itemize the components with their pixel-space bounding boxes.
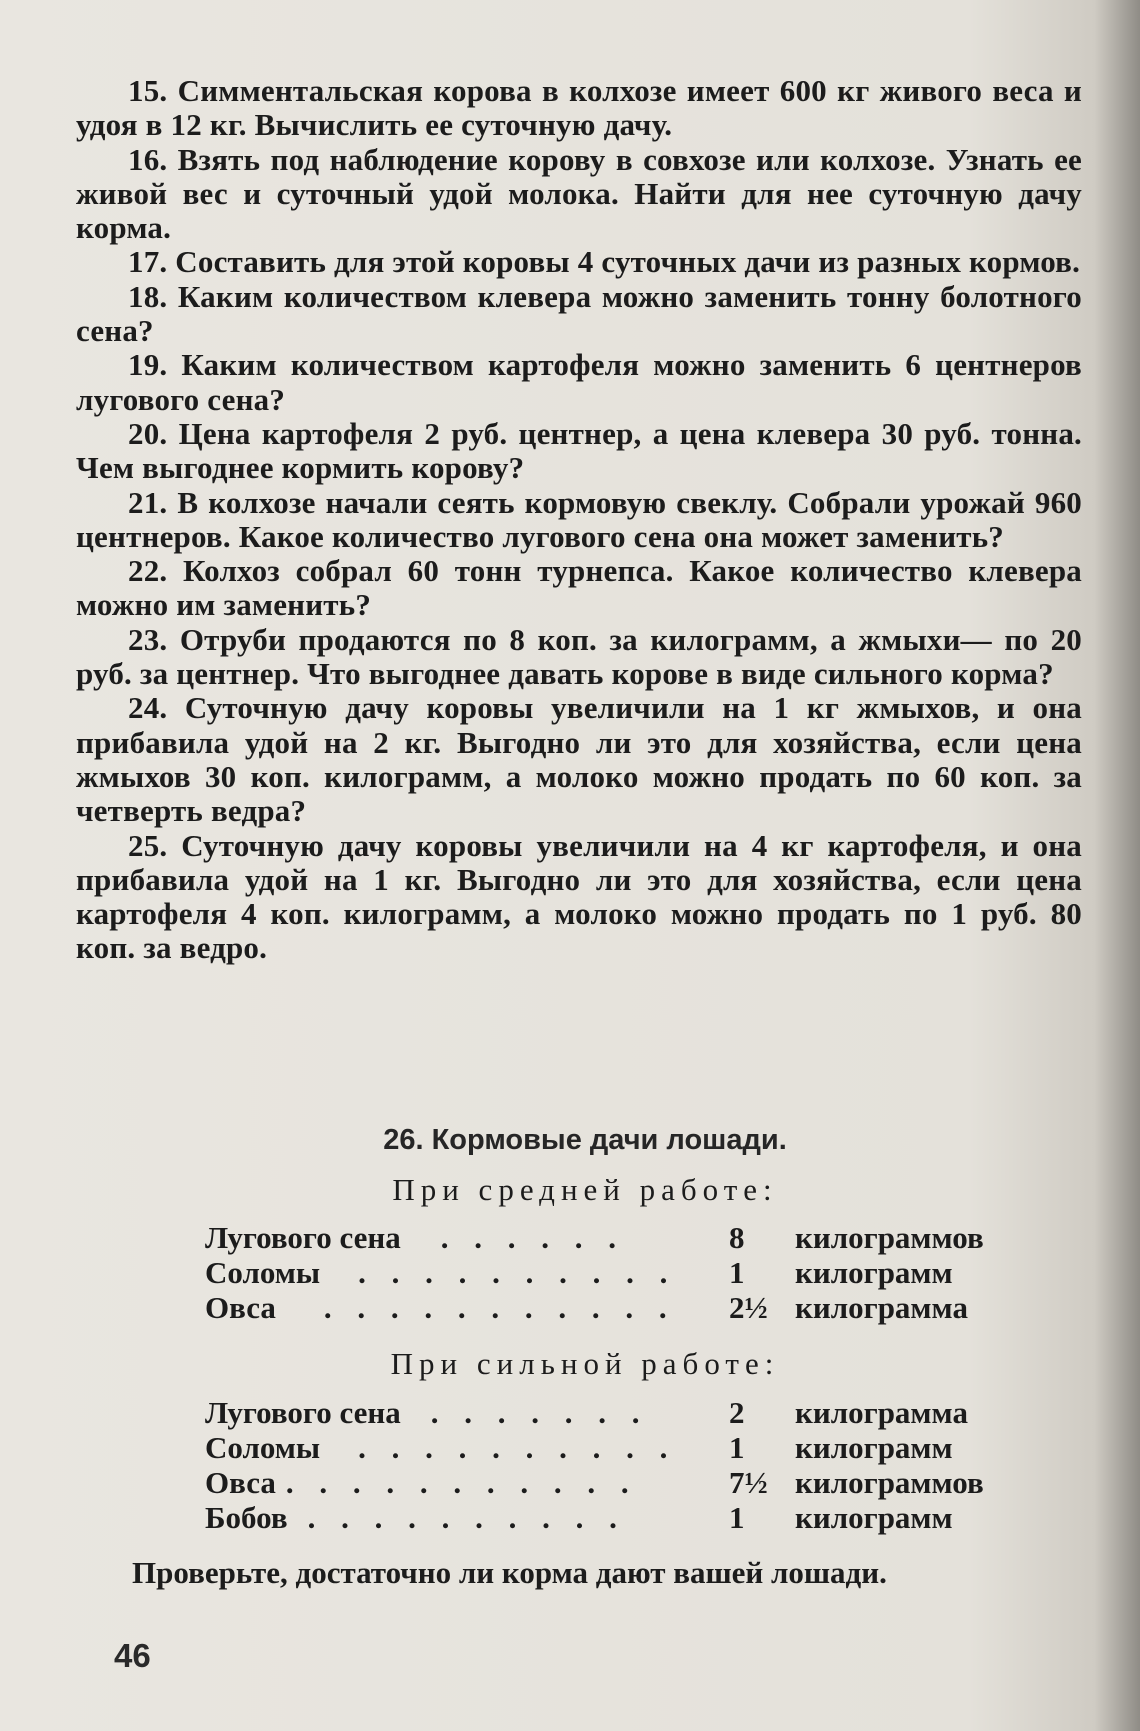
page-number: 46 — [114, 1637, 151, 1674]
problem-25: 25. Суточную дачу коровы увеличили на 4 кг картофеля, и она прибавила удой на 1 кг. Выгодно ли это для хозяйства, если цена картофеля 4 коп. килограмм, а молоко можно продать по 1 руб. 80 коп. за ведро. — [76, 827, 1082, 966]
leader-dots: . . . . . . . . . . . — [323, 1290, 676, 1325]
leader-dots: . . . . . . . . . . . — [285, 1465, 638, 1500]
unit: килограммов — [795, 1465, 984, 1500]
heavy-work-table — [205, 1395, 1005, 1535]
closing-question: Проверьте, достаточно ли корма дают вашей лошади. — [132, 1555, 887, 1590]
problem-18: 18. Каким количеством клевера можно заменить тонну болотного сена? — [76, 278, 1082, 349]
food-name: Овса — [205, 1465, 276, 1500]
quantity: 2 — [729, 1395, 745, 1430]
leader-dots: . . . . . . . . . . — [358, 1255, 677, 1290]
problem-24: 24. Суточную дачу коровы увеличили на 1 кг жмыхов, и она прибавила удой на 2 кг. Выгодно ли это для хозяйства, если цена жмыхов 30 коп. килограмм, а молоко можно продать по 60 коп. за четверть ведра? — [76, 690, 1082, 829]
quantity: 7½ — [729, 1465, 768, 1500]
problem-17: 17. Составить для этой коровы 4 суточных дачи из разных кормов. — [128, 244, 1081, 280]
food-name: Овса — [205, 1290, 276, 1325]
problem-19: 19. Каким количеством картофеля можно заменить 6 центнеров лугового сена? — [76, 347, 1082, 417]
quantity: 2½ — [729, 1290, 768, 1325]
quantity: 1 — [729, 1255, 745, 1290]
ration-row — [205, 1220, 1005, 1255]
quantity: 1 — [729, 1430, 745, 1465]
food-name: Лугового сена — [205, 1395, 401, 1430]
ration-row — [205, 1290, 1005, 1325]
problem-23: 23. Отруби продаются по 8 коп. за килограмм, а жмыхи— по 20 руб. за центнер. Что выгоднее давать корове в виде сильного корма? — [76, 621, 1082, 692]
unit: килограмма — [795, 1290, 968, 1325]
ration-row — [205, 1255, 1005, 1290]
unit: килограмм — [795, 1500, 953, 1535]
food-name: Бобов — [205, 1500, 288, 1535]
medium-work-table — [205, 1220, 1005, 1325]
problem-16: 16. Взять под наблюдение корову в совхозе или колхозе. Узнать ее живой вес и суточный удой молока. Найти для нее суточную дачу корма. — [76, 141, 1082, 246]
problem-20: 20. Цена картофеля 2 руб. центнер, а цена клевера 30 руб. тонна. Чем выгоднее кормить корову? — [76, 415, 1082, 486]
problem-22: 22. Колхоз собрал 60 тонн турнепса. Какое количество клевера можно им заменить? — [76, 553, 1082, 623]
heavy-work-heading: При сильной работе: — [390, 1346, 780, 1381]
problem-15: 15. Симментальская корова в колхозе имеет 600 кг живого веса и удоя в 12 кг. Вычислить ее суточную дачу. — [76, 73, 1082, 143]
unit: килограммов — [795, 1220, 984, 1255]
leader-dots: . . . . . . . — [430, 1395, 649, 1430]
ration-row — [205, 1430, 1005, 1465]
ration-row — [205, 1395, 1005, 1430]
food-name: Лугового сена — [205, 1220, 401, 1255]
problem-21: 21. В колхозе начали сеять кормовую свеклу. Собрали урожай 960 центнеров. Какое количество лугового сена она может заменить? — [76, 484, 1082, 554]
problem-list — [76, 74, 1082, 966]
medium-work-heading: При средней работе: — [392, 1172, 778, 1207]
unit: килограмм — [795, 1430, 953, 1465]
food-name: Соломы — [205, 1255, 321, 1290]
quantity: 1 — [729, 1500, 745, 1535]
leader-dots: . . . . . . — [440, 1220, 625, 1255]
leader-dots: . . . . . . . . . . — [358, 1430, 677, 1465]
unit: килограмм — [795, 1255, 953, 1290]
ration-row — [205, 1500, 1005, 1535]
ration-row — [205, 1465, 1005, 1500]
leader-dots: . . . . . . . . . . — [307, 1500, 626, 1535]
food-name: Соломы — [205, 1430, 321, 1465]
unit: килограмма — [795, 1395, 968, 1430]
quantity: 8 — [729, 1220, 745, 1255]
section-title: 26. Кормовые дачи лошади. — [383, 1124, 787, 1156]
